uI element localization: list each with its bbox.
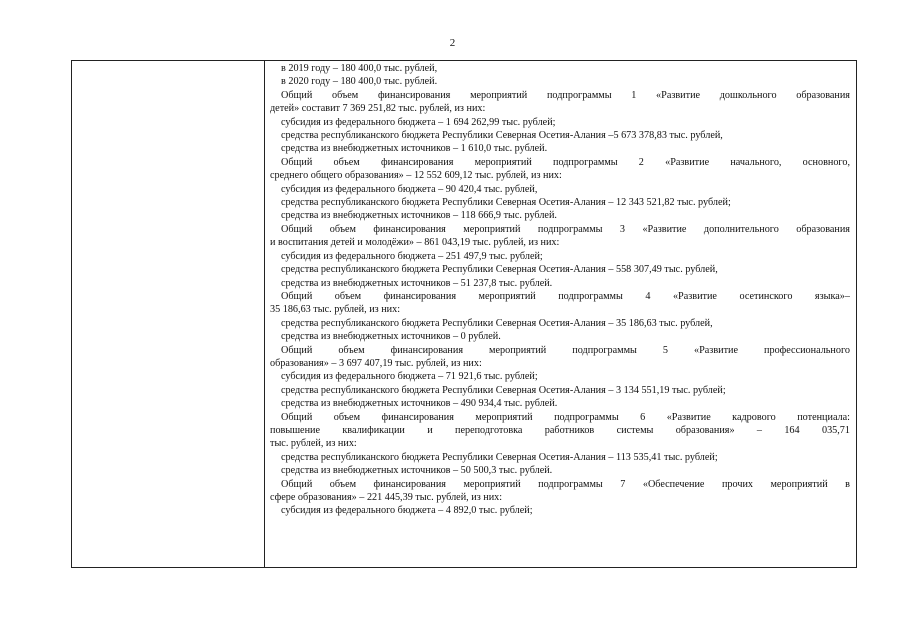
text-line: среднего общего образования» – 12 552 609,12 тыс. рублей, из них:: [270, 170, 562, 182]
text-line: средства республиканского бюджета Республики Северная Осетия-Алания – 113 535,41 тыс. рублей;: [281, 451, 718, 463]
text-line: средства из внебюджетных источников – 0 рублей.: [281, 331, 501, 343]
table-cell-content: [265, 61, 856, 567]
text-line: Общий объем финансирования мероприятий подпрограммы 1 «Развитие дошкольного образования: [281, 89, 850, 101]
table-cell-left: [72, 61, 265, 567]
text-line: средства из внебюджетных источников – 490 934,4 тыс. рублей.: [281, 398, 558, 410]
text-line: средства из внебюджетных источников – 51 237,8 тыс. рублей.: [281, 277, 553, 289]
text-line: сфере образования» – 221 445,39 тыс. рублей, из них:: [270, 492, 503, 503]
text-line: средства из внебюджетных источников – 50 500,3 тыс. рублей.: [281, 465, 553, 477]
text-line: детей» составит 7 369 251,82 тыс. рублей, из них:: [270, 103, 486, 115]
text-line: Общий объем финансирования мероприятий подпрограммы 7 «Обеспечение прочих мероприятий в: [281, 478, 850, 490]
text-line: повышение квалификации и переподготовка работников системы образования» – 164 035,71: [270, 424, 850, 436]
text-line: тыс. рублей, из них:: [270, 438, 357, 450]
text-line: средства из внебюджетных источников – 1 610,0 тыс. рублей.: [281, 143, 548, 155]
text-line: средства республиканского бюджета Республики Северная Осетия-Алания – 12 343 521,82 тыс. рублей;: [281, 197, 731, 209]
text-line: Общий объем финансирования мероприятий подпрограммы 6 «Развитие кадрового потенциала:: [281, 411, 850, 423]
document-table: [71, 60, 857, 568]
text-line: субсидия из федерального бюджета – 1 694 262,99 тыс. рублей;: [281, 116, 556, 128]
text-line: субсидия из федерального бюджета – 4 892,0 тыс. рублей;: [281, 505, 533, 517]
text-line: средства республиканского бюджета Республики Северная Осетия-Алания – 3 134 551,19 тыс. рублей;: [281, 384, 726, 396]
text-line: и воспитания детей и молодёжи» – 861 043,19 тыс. рублей, из них:: [270, 237, 560, 249]
text-line: средства республиканского бюджета Республики Северная Осетия-Алания – 35 186,63 тыс. рублей,: [281, 317, 713, 329]
text-line: образования» – 3 697 407,19 тыс. рублей, из них:: [270, 357, 482, 369]
text-line: средства республиканского бюджета Республики Северная Осетия-Алания –5 673 378,83 тыс. рублей,: [281, 130, 723, 142]
text-line: средства из внебюджетных источников – 118 666,9 тыс. рублей.: [281, 210, 557, 222]
text-line: в 2019 году – 180 400,0 тыс. рублей,: [281, 63, 438, 74]
text-line: Общий объем финансирования мероприятий подпрограммы 2 «Развитие начального, основного,: [281, 156, 850, 168]
text-line: субсидия из федерального бюджета – 251 497,9 тыс. рублей;: [281, 250, 543, 262]
text-line: Общий объем финансирования мероприятий подпрограммы 5 «Развитие профессионального: [281, 344, 850, 356]
text-line: субсидия из федерального бюджета – 71 921,6 тыс. рублей;: [281, 371, 538, 383]
text-line: в 2020 году – 180 400,0 тыс. рублей.: [281, 76, 438, 88]
text-line: Общий объем финансирования мероприятий подпрограммы 3 «Развитие дополнительного образования: [281, 223, 850, 235]
text-line: 35 186,63 тыс. рублей, из них:: [270, 304, 401, 316]
text-line: Общий объем финансирования мероприятий подпрограммы 4 «Развитие осетинского языка»–: [281, 290, 850, 302]
page-number: 2: [449, 37, 456, 49]
text-line: средства республиканского бюджета Республики Северная Осетия-Алания – 558 307,49 тыс. рублей,: [281, 264, 718, 276]
text-line: субсидия из федерального бюджета – 90 420,4 тыс. рублей,: [281, 183, 538, 195]
